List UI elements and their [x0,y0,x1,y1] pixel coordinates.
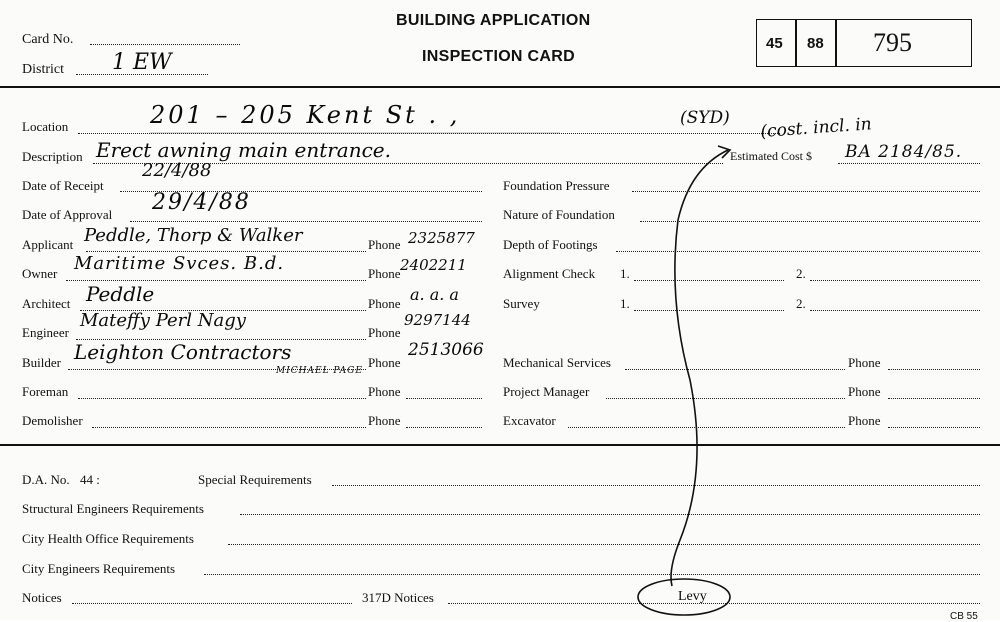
nature-foundation-label: Nature of Foundation [503,207,615,222]
survey-label: Survey [503,296,540,311]
special-requirements-label: Special Requirements [198,472,312,487]
cost-arrow-stroke [671,150,728,586]
architect-phone-label: Phone [368,296,401,311]
project-manager-label: Project Manager [503,384,590,399]
description-label: Description [22,149,83,164]
date-receipt-label: Date of Receipt [22,178,104,193]
form-code: CB 55 [950,611,978,622]
health-label: City Health Office Requirements [22,531,194,546]
alignment-check-2: 2. [796,266,806,281]
applicant-phone-value: 2325877 [408,229,475,247]
survey-2: 2. [796,296,806,311]
builder-contact: MICHAEL PAGE [276,366,363,376]
depth-footings-label: Depth of Footings [503,237,598,252]
alignment-check-label: Alignment Check [503,266,596,281]
builder-phone-value: 2513066 [408,340,484,360]
architect-value: Peddle [86,282,155,306]
description-value: Erect awning main entrance. [96,138,391,162]
owner-phone-value: 2402211 [400,256,467,274]
cost-note: (cost. incl. in [759,114,873,142]
ref-box-b-value: 88 [807,35,824,52]
structural-label: Structural Engineers Requirements [22,501,204,516]
location-label: Location [22,119,69,134]
builder-value: Leighton Contractors [74,340,292,364]
date-receipt-value: 22/4/88 [142,160,212,181]
alignment-check-1: 1. [620,266,630,281]
survey-1: 1. [620,296,630,311]
district-value: 1 EW [112,50,172,75]
date-approval-label: Date of Approval [22,207,113,222]
applicant-value: Peddle, Thorp & Walker [84,225,303,246]
engineer-phone-value: 9297144 [404,311,471,329]
owner-value: Maritime Svces. B.d. [74,253,285,274]
owner-label: Owner [22,266,58,281]
location-suburb-note: (SYD) [680,108,730,128]
notices-317d-label: 317D Notices [362,590,434,605]
card-number: 795 [873,28,912,57]
card-title-line1: BUILDING APPLICATION [396,12,591,29]
city-engineers-label: City Engineers Requirements [22,561,176,576]
date-approval-value: 29/4/88 [152,190,251,215]
mechanical-label: Mechanical Services [503,355,611,370]
foreman-label: Foreman [22,384,69,399]
excavator-label: Excavator [503,413,556,428]
excavator-phone-label: Phone [848,413,881,428]
da-value: 44 : [80,472,100,487]
levy-value: Levy [678,589,707,604]
card-no-label: Card No. [22,32,74,47]
foundation-pressure-label: Foundation Pressure [503,178,610,193]
foreman-phone-label: Phone [368,384,401,399]
district-label: District [22,62,64,77]
mechanical-phone-label: Phone [848,355,881,370]
applicant-label: Applicant [22,237,74,252]
project-manager-phone-label: Phone [848,384,881,399]
estimated-cost-value: BA 2184/85. [845,142,963,162]
location-value: 201 – 205 Kent St . , [150,101,461,129]
applicant-phone-label: Phone [368,237,401,252]
architect-phone-value: a. a. a [410,285,459,304]
engineer-label: Engineer [22,325,69,340]
architect-label: Architect [22,296,71,311]
builder-phone-label: Phone [368,355,401,370]
da-label: D.A. No. [22,472,70,487]
engineer-phone-label: Phone [368,325,401,340]
demolisher-phone-label: Phone [368,413,401,428]
demolisher-label: Demolisher [22,413,83,428]
card-title-line2: INSPECTION CARD [422,48,575,65]
owner-phone-label: Phone [368,266,401,281]
levy-circle [638,579,730,615]
estimated-cost-label: Estimated Cost $ [730,149,812,163]
engineer-value: Mateffy Perl Nagy [80,310,246,331]
ref-box-a-value: 45 [766,35,783,52]
builder-label: Builder [22,355,61,370]
notices-label: Notices [22,590,62,605]
